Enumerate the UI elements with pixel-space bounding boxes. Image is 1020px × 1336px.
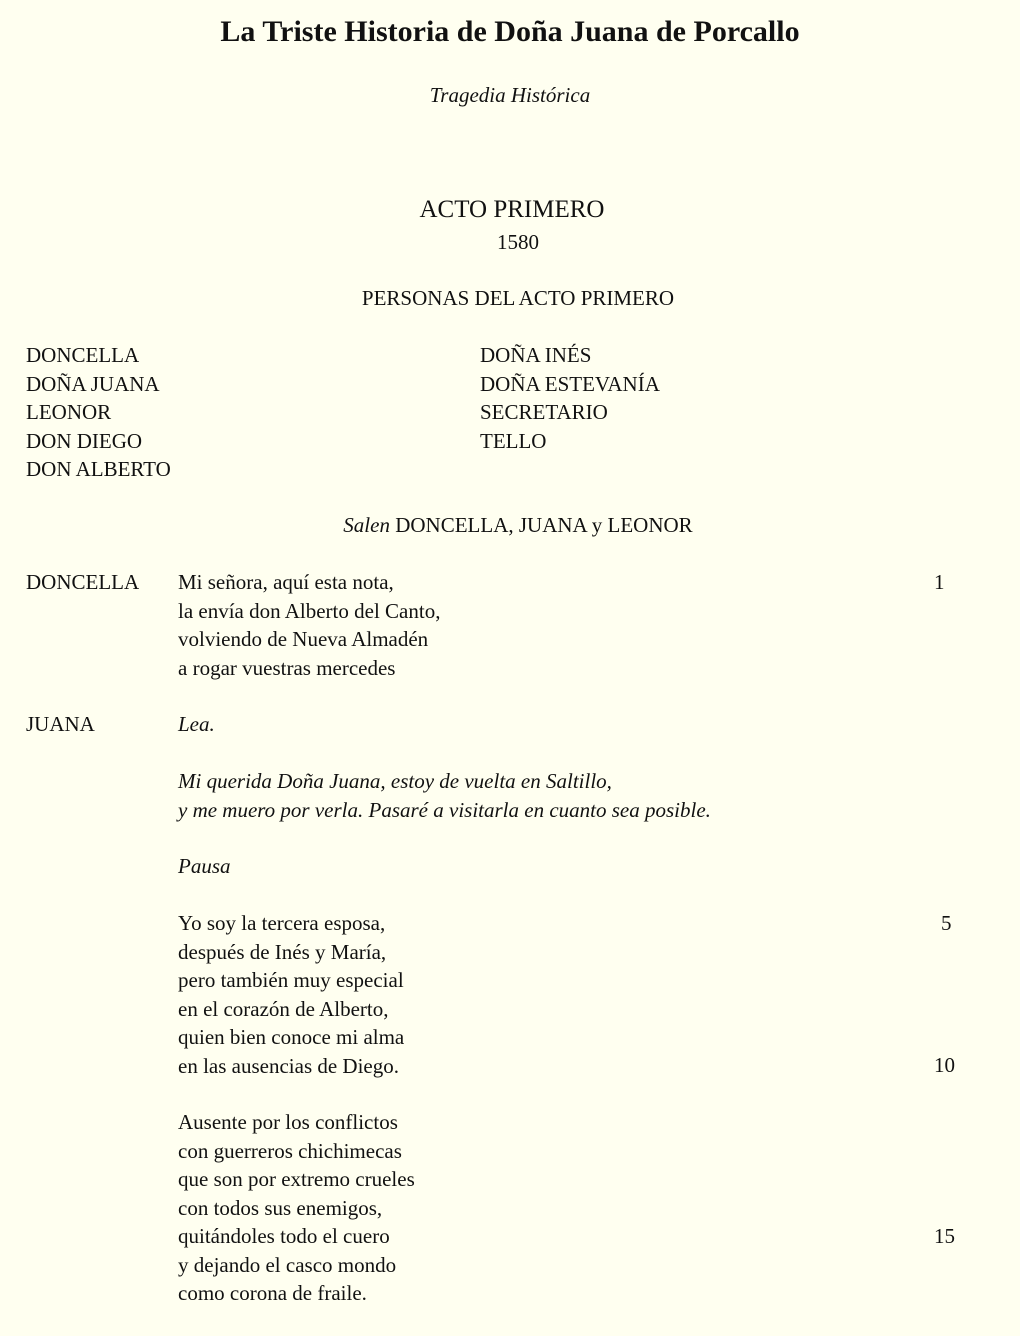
verse-line: pero también muy especial (178, 968, 404, 992)
cast-heading: PERSONAS DEL ACTO PRIMERO (361, 286, 675, 310)
cast-member: DOÑA JUANA (26, 371, 160, 396)
line-number: 1 (934, 570, 945, 594)
cast-list-right (480, 341, 660, 455)
verse-line: como corona de fraile. (178, 1281, 367, 1305)
pause-direction: Pausa (178, 854, 231, 878)
verse-line: con guerreros chichimecas (178, 1138, 402, 1163)
verse-line: quitándoles todo el cuero (178, 1224, 390, 1248)
line-number: 5 (941, 911, 952, 935)
cast-list-left (26, 341, 171, 484)
letter-text (178, 767, 711, 824)
verse-line: quien bien conoce mi alma (178, 1025, 405, 1049)
stage-direction-characters: DONCELLA, JUANA y LEONOR (395, 513, 693, 537)
cast-member: TELLO (480, 428, 547, 453)
verse-line: la envía don Alberto del Canto, (178, 598, 441, 623)
verse-line: Ausente por los conflictos (178, 1110, 398, 1134)
speech-doncella (178, 568, 440, 682)
cast-member: DOÑA INÉS (480, 343, 592, 367)
act-year: 1580 (497, 230, 539, 254)
cast-member: DON DIEGO (26, 428, 143, 453)
verse-line: volviendo de Nueva Almadén (178, 627, 429, 651)
cast-member: DOÑA ESTEVANÍA (480, 371, 660, 396)
cast-member: DONCELLA (26, 343, 140, 367)
action-direction: Lea. (178, 712, 215, 736)
verse-line: que son por extremo crueles (178, 1167, 415, 1191)
stage-direction (0, 511, 1020, 539)
stanza-2 (178, 1108, 415, 1308)
stanza-1 (178, 909, 404, 1080)
cast-member: SECRETARIO (480, 400, 608, 424)
cast-member: LEONOR (26, 400, 112, 424)
play-subtitle: Tragedia Histórica (429, 83, 591, 107)
verse-line: con todos sus enemigos, (178, 1195, 383, 1220)
line-number: 10 (934, 1053, 955, 1077)
act-heading: ACTO PRIMERO (419, 196, 605, 223)
verse-line: en el corazón de Alberto, (178, 996, 389, 1021)
speaker-juana: JUANA (26, 712, 95, 736)
stage-direction-verb: Salen (343, 513, 390, 537)
verse-line: en las ausencias de Diego. (178, 1053, 400, 1078)
verse-line: Mi señora, aquí esta nota, (178, 570, 394, 594)
letter-line: Mi querida Doña Juana, estoy de vuelta en Saltillo, (178, 769, 612, 793)
play-title: La Triste Historia de Doña Juana de Porcallo (220, 15, 800, 48)
verse-line: Yo soy la tercera esposa, (178, 911, 386, 935)
verse-line: después de Inés y María, (178, 939, 387, 964)
speaker-doncella: DONCELLA (26, 570, 140, 594)
cast-member: DON ALBERTO (26, 457, 171, 481)
letter-line: y me muero por verla. Pasaré a visitarla en cuanto sea posible. (178, 797, 711, 822)
verse-line: a rogar vuestras mercedes (178, 655, 396, 680)
verse-line: y dejando el casco mondo (178, 1252, 397, 1277)
line-number: 15 (934, 1224, 955, 1248)
